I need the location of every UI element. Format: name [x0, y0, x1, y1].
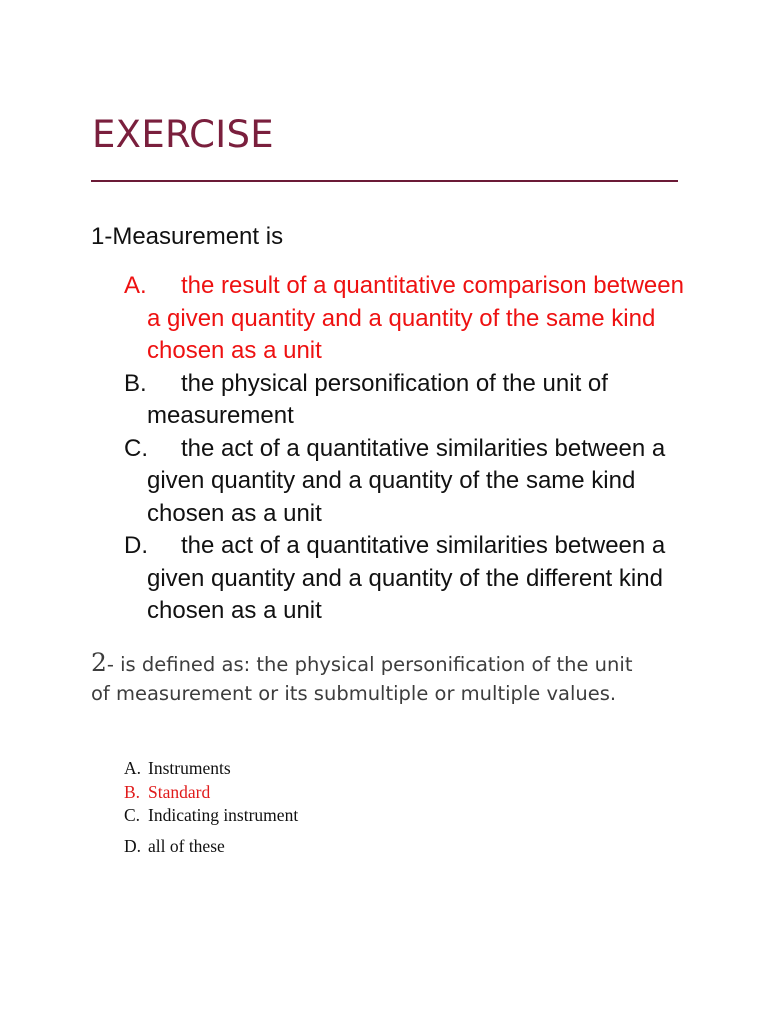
- option-letter: A.: [124, 758, 142, 778]
- question-2-text: - is defined as: the physical personification of the unit of measurement or its submultiple or multiple values.: [91, 653, 633, 705]
- question-1-options: [124, 270, 684, 628]
- option-letter: B.: [124, 369, 147, 397]
- option-letter: D.: [124, 532, 148, 559]
- option-letter: C.: [124, 434, 148, 462]
- option-text: the physical personification of the unit of measurement: [147, 369, 608, 429]
- question-1-option-b: [124, 368, 684, 433]
- option-text: the act of a quantitative similarities between a given quantity and a quantity of the same kind chosen as a unit: [147, 434, 666, 527]
- option-text: all of these: [148, 835, 225, 856]
- option-letter: D.: [124, 835, 142, 856]
- title-divider: [91, 180, 678, 182]
- question-2-options: [124, 757, 298, 858]
- question-2-number: 2: [91, 648, 107, 677]
- question-1-option-c: [124, 433, 684, 531]
- option-text: Instruments: [148, 758, 231, 778]
- question-2-option-c: [124, 804, 298, 828]
- option-text: the act of a quantitative similarities between a given quantity and a quantity of the different kind chosen as a unit: [147, 532, 666, 624]
- question-1-prompt: 1-Measurement is: [91, 223, 284, 250]
- page-title: EXERCISE: [92, 113, 274, 156]
- option-letter: A.: [124, 272, 147, 299]
- option-text: the result of a quantitative comparison between a given quantity and a quantity of the same kind chosen as a unit: [147, 272, 684, 364]
- question-2-option-d: [124, 835, 298, 859]
- option-letter: C.: [124, 805, 141, 825]
- option-text: Standard: [148, 781, 211, 802]
- question-2-prompt: [91, 648, 651, 708]
- option-letter: B.: [124, 781, 141, 802]
- question-1-option-a: [124, 270, 684, 368]
- question-2-option-b: [124, 781, 298, 805]
- question-1-option-d: [124, 530, 684, 628]
- question-2-option-a: [124, 757, 298, 781]
- option-text: Indicating instrument: [148, 805, 299, 825]
